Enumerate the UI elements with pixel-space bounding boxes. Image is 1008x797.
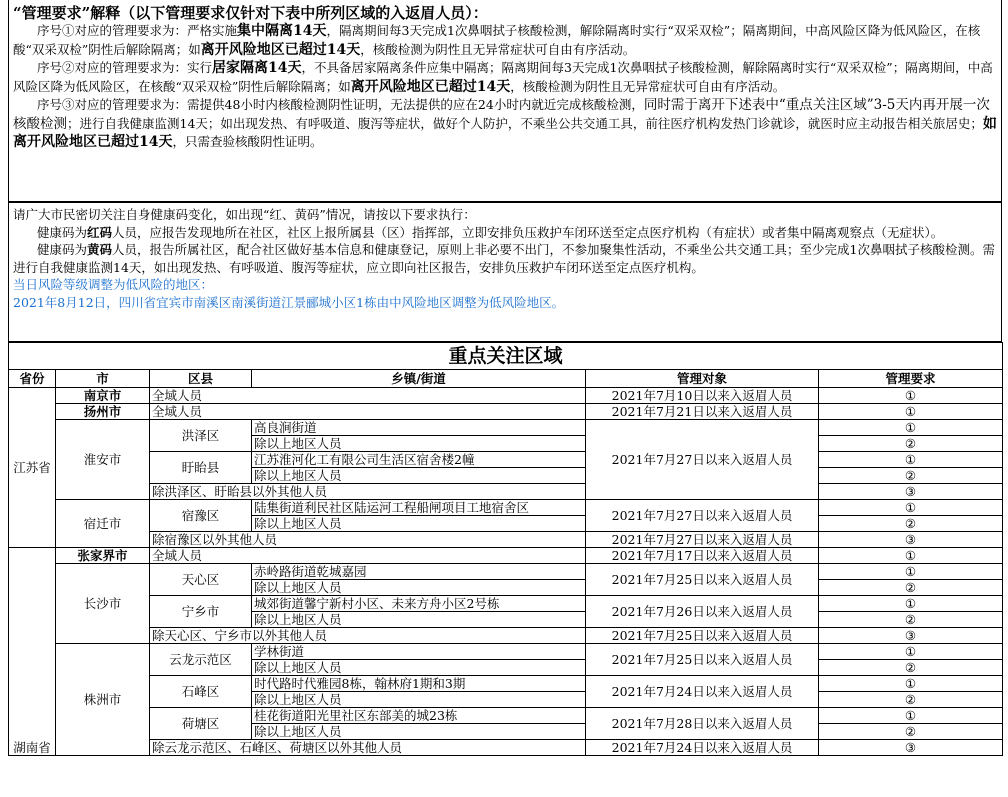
note-text: ；进行自我健康监测14天；如出现发热、有呼吸道、腹泻等症状，做好个人防护，不乘坐公共交通工具，前往医疗机构发热门诊就诊，就医时应主动报告相关旅居史； bbox=[67, 115, 983, 131]
county-cell: 宿豫区 bbox=[150, 500, 252, 532]
col-header: 市 bbox=[56, 370, 150, 388]
req-cell: ③ bbox=[819, 532, 1003, 548]
target-cell: 2021年7月25日以来入返眉人员 bbox=[586, 628, 819, 644]
county-cell: 石峰区 bbox=[150, 676, 252, 708]
street-cell: 除以上地区人员 bbox=[252, 468, 586, 484]
note-text: 人员，报告所属社区，配合社区做好基本信息和健康登记，原则上非必要不出门，不参加聚集性活动，不乘坐公共交通工具；至少完成1次鼻咽拭子核酸检测。需进行自我健康监测14天，如出现发热、有呼吸道、腹泻等症状，应立即向社区报告，安排负压救护车闭环送至定点医疗机构。 bbox=[13, 242, 995, 275]
province-cell: 江苏省 bbox=[9, 388, 56, 548]
health-intro: 请广大市民密切关注自身健康码变化，如出现“红、黄码”情况，请按以下要求执行： bbox=[13, 207, 476, 222]
area-cell: 除宿豫区以外其他人员 bbox=[150, 532, 586, 548]
table-row bbox=[9, 484, 1003, 500]
target-cell: 2021年7月27日以来入返眉人员 bbox=[586, 420, 819, 500]
req-cell: ① bbox=[819, 404, 1003, 420]
area-cell: 全域人员 bbox=[150, 548, 586, 564]
yellow-code-label: 黄码 bbox=[87, 242, 113, 257]
county-cell: 盱眙县 bbox=[150, 452, 252, 484]
target-cell: 2021年7月26日以来入返眉人员 bbox=[586, 596, 819, 628]
target-cell: 2021年7月27日以来入返眉人员 bbox=[586, 500, 819, 532]
city-cell: 扬州市 bbox=[56, 404, 150, 420]
street-cell: 除以上地区人员 bbox=[252, 660, 586, 676]
risk-adjust-title: 当日风险等级调整为低风险的地区： bbox=[13, 277, 214, 292]
management-notes bbox=[8, 0, 1002, 202]
target-cell: 2021年7月10日以来入返眉人员 bbox=[586, 388, 819, 404]
table-row bbox=[9, 628, 1003, 644]
street-cell: 除以上地区人员 bbox=[252, 724, 586, 740]
key-areas-table bbox=[8, 342, 1003, 756]
req-cell: ① bbox=[819, 564, 1003, 580]
table-row bbox=[9, 644, 1003, 660]
area-cell: 除洪泽区、盱眙县以外其他人员 bbox=[150, 484, 586, 500]
table-row bbox=[9, 548, 1003, 564]
req-cell: ② bbox=[819, 516, 1003, 532]
table-header-row bbox=[9, 370, 1003, 388]
area-cell: 除云龙示范区、石峰区、荷塘区以外其他人员 bbox=[150, 740, 586, 756]
col-header: 乡镇/街道 bbox=[252, 370, 586, 388]
col-header: 管理要求 bbox=[819, 370, 1003, 388]
street-cell: 时代路时代雅园8栋，翰林府1期和3期 bbox=[252, 676, 586, 692]
table-row bbox=[9, 740, 1003, 756]
table-row bbox=[9, 532, 1003, 548]
col-header: 管理对象 bbox=[586, 370, 819, 388]
note-text: ，隔离期间每3天完成1次鼻咽拭子核酸检测，解除隔离时实行“双采双检”；隔离期间，中高风险区降为低风险区，在核酸“双采双检”阴性后解除隔离；如 bbox=[13, 23, 981, 57]
yellow-code-note bbox=[13, 241, 997, 276]
target-cell: 2021年7月17日以来入返眉人员 bbox=[586, 548, 819, 564]
note-item-1 bbox=[13, 22, 997, 59]
note-text: ，只需查验核酸阴性证明。 bbox=[172, 134, 323, 149]
street-cell: 学林街道 bbox=[252, 644, 586, 660]
req-cell: ② bbox=[819, 468, 1003, 484]
table-row bbox=[9, 404, 1003, 420]
area-cell: 全域人员 bbox=[150, 388, 586, 404]
county-cell: 宁乡市 bbox=[150, 596, 252, 628]
req-cell: ③ bbox=[819, 484, 1003, 500]
street-cell: 除以上地区人员 bbox=[252, 516, 586, 532]
health-code-notes bbox=[8, 202, 1002, 342]
risk-adjust-item: 2021年8月12日，四川省宜宾市南溪区南溪街道江景郦城小区1栋由中风险地区调整为低风险地区。 bbox=[13, 294, 565, 310]
table-title: 重点关注区域 bbox=[9, 343, 1003, 370]
req-cell: ② bbox=[819, 724, 1003, 740]
city-cell: 长沙市 bbox=[56, 564, 150, 644]
table-row bbox=[9, 564, 1003, 580]
area-cell: 全域人员 bbox=[150, 404, 586, 420]
city-cell: 张家界市 bbox=[56, 548, 150, 564]
city-cell: 宿迁市 bbox=[56, 500, 150, 548]
req-cell: ① bbox=[819, 388, 1003, 404]
target-cell: 2021年7月27日以来入返眉人员 bbox=[586, 532, 819, 548]
target-cell: 2021年7月25日以来入返眉人员 bbox=[586, 564, 819, 596]
street-cell: 除以上地区人员 bbox=[252, 436, 586, 452]
county-cell: 洪泽区 bbox=[150, 420, 252, 452]
street-cell: 陆集街道利民社区陆运河工程船闸项目工地宿舍区 bbox=[252, 500, 586, 516]
street-cell: 除以上地区人员 bbox=[252, 612, 586, 628]
req-cell: ① bbox=[819, 500, 1003, 516]
req-cell: ① bbox=[819, 676, 1003, 692]
table-row bbox=[9, 420, 1003, 436]
note-emphasis: 居家隔离14天 bbox=[212, 60, 302, 76]
req-cell: ② bbox=[819, 692, 1003, 708]
notes-heading: “管理要求”解释（以下管理要求仅针对下表中所列区域的入返眉人员）： bbox=[13, 4, 488, 22]
target-cell: 2021年7月25日以来入返眉人员 bbox=[586, 644, 819, 676]
req-cell: ① bbox=[819, 420, 1003, 436]
street-cell: 除以上地区人员 bbox=[252, 580, 586, 596]
street-cell: 江苏淮河化工有限公司生活区宿舍楼2幢 bbox=[252, 452, 586, 468]
street-cell: 高良涧街道 bbox=[252, 420, 586, 436]
table-row bbox=[9, 500, 1003, 516]
note-text: 健康码为 bbox=[37, 224, 88, 240]
note-emphasis: 如离开风险地区已超过14天 bbox=[13, 115, 997, 150]
note-item-2 bbox=[13, 59, 997, 96]
city-cell: 淮安市 bbox=[56, 420, 150, 500]
street-cell: 桂花街道阳光里社区东部美的城23栋 bbox=[252, 708, 586, 724]
county-cell: 荷塘区 bbox=[150, 708, 252, 740]
note-text: 序号①对应的管理要求为：严格实施 bbox=[37, 23, 238, 38]
note-text: ，核酸检测为阴性且无异常症状可自由有序活动。 bbox=[510, 78, 786, 94]
note-text: 健康码为 bbox=[37, 242, 88, 257]
street-cell: 除以上地区人员 bbox=[252, 692, 586, 708]
note-emphasis: 同时需于离开下述表中“重点关注区域”3-5天内再开展一次核酸检测 bbox=[13, 97, 990, 132]
req-cell: ① bbox=[819, 596, 1003, 612]
req-cell: ③ bbox=[819, 628, 1003, 644]
county-cell: 天心区 bbox=[150, 564, 252, 596]
req-cell: ② bbox=[819, 660, 1003, 676]
target-cell: 2021年7月24日以来入返眉人员 bbox=[586, 676, 819, 708]
note-text: ，核酸检测为阴性且无异常症状可自由有序活动。 bbox=[360, 41, 636, 57]
note-emphasis: 集中隔离14天 bbox=[237, 23, 327, 39]
note-text: 人员，应报告发现地所在社区，社区上报所属县（区）指挥部，立即安排负压救护车闭环送至定点医疗机构（有症状）或者集中隔离观察点（无症状）。 bbox=[112, 224, 944, 240]
table-row bbox=[9, 388, 1003, 404]
req-cell: ① bbox=[819, 548, 1003, 564]
target-cell: 2021年7月21日以来入返眉人员 bbox=[586, 404, 819, 420]
req-cell: ③ bbox=[819, 740, 1003, 756]
req-cell: ② bbox=[819, 612, 1003, 628]
county-cell: 云龙示范区 bbox=[150, 644, 252, 676]
table-row bbox=[9, 708, 1003, 724]
col-header: 区县 bbox=[150, 370, 252, 388]
note-text: 序号②对应的管理要求为：实行 bbox=[37, 60, 213, 75]
table-row bbox=[9, 596, 1003, 612]
table-row bbox=[9, 676, 1003, 692]
area-cell: 除天心区、宁乡市以外其他人员 bbox=[150, 628, 586, 644]
city-cell: 株洲市 bbox=[56, 644, 150, 756]
note-item-3 bbox=[13, 96, 997, 152]
req-cell: ② bbox=[819, 436, 1003, 452]
note-text: ，不具备居家隔离条件应集中隔离；隔离期间每3天完成1次鼻咽拭子核酸检测，解除隔离时实行“双采双检”；隔离期间，中高风险区降为低风险区，在核酸“双采双检”阴性后解除隔离；如 bbox=[13, 60, 993, 94]
notice-sheet bbox=[8, 0, 1002, 756]
province-cell: 湖南省 bbox=[9, 548, 56, 756]
red-code-label: 红码 bbox=[87, 224, 113, 240]
city-cell: 南京市 bbox=[56, 388, 150, 404]
req-cell: ① bbox=[819, 452, 1003, 468]
req-cell: ① bbox=[819, 708, 1003, 724]
req-cell: ② bbox=[819, 580, 1003, 596]
street-cell: 赤岭路街道乾城嘉园 bbox=[252, 564, 586, 580]
note-text: 序号③对应的管理要求为：需提供48小时内核酸检测阴性证明，无法提供的应在24小时内就近完成核酸检测， bbox=[37, 97, 644, 112]
col-header: 省份 bbox=[9, 370, 56, 388]
req-cell: ① bbox=[819, 644, 1003, 660]
red-code-note bbox=[13, 224, 997, 242]
target-cell: 2021年7月28日以来入返眉人员 bbox=[586, 708, 819, 740]
table-row bbox=[9, 452, 1003, 468]
note-emphasis: 离开风险地区已超过14天 bbox=[350, 78, 511, 95]
target-cell: 2021年7月24日以来入返眉人员 bbox=[586, 740, 819, 756]
note-emphasis: 离开风险地区已超过14天 bbox=[200, 41, 361, 58]
street-cell: 城郊街道馨宁新村小区、未来方舟小区2号栋 bbox=[252, 596, 586, 612]
